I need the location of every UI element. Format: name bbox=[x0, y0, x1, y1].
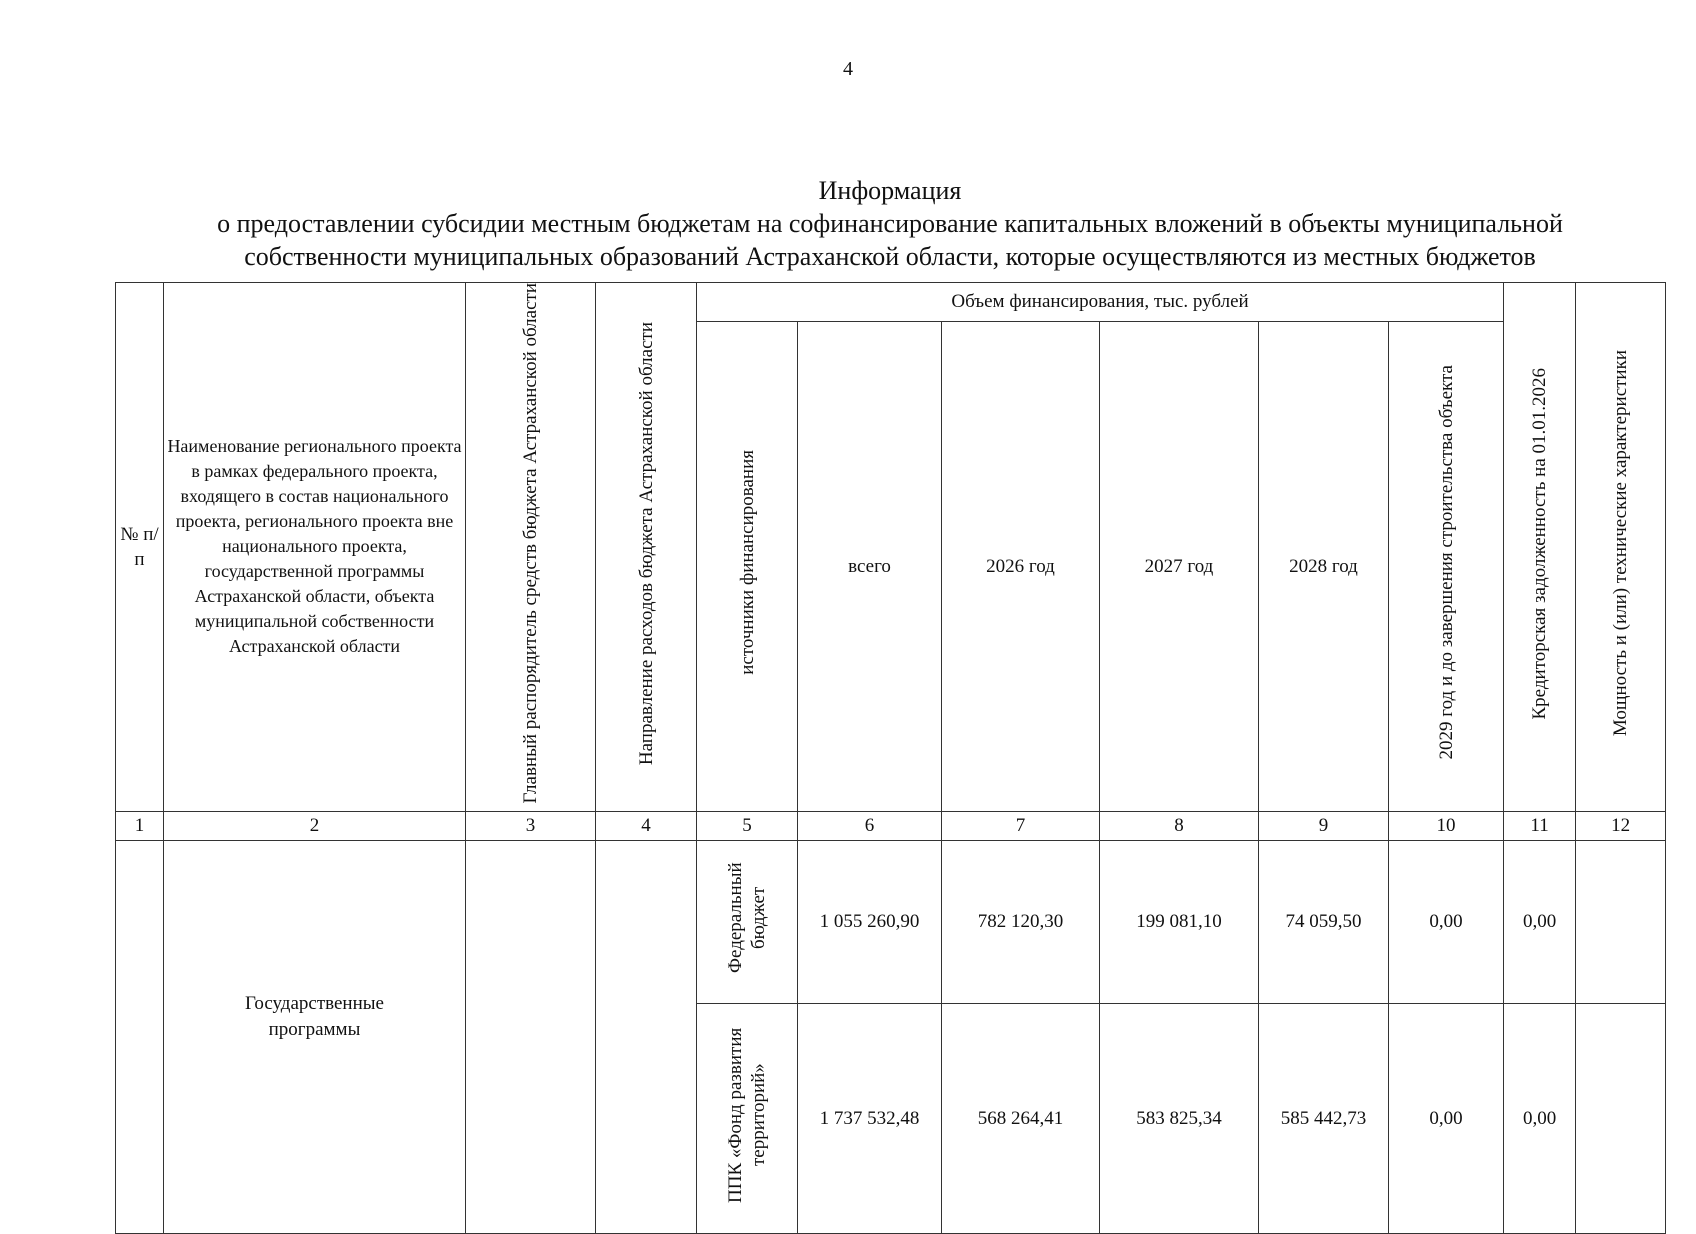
title-line-3: собственности муниципальных образований Астраханской области, которые осуществляются из местных бюджетов bbox=[244, 242, 1536, 271]
program-name: Государственные программы bbox=[245, 992, 384, 1040]
source-cell bbox=[697, 840, 798, 1003]
financing-table bbox=[115, 282, 1666, 1234]
header-debt bbox=[1504, 283, 1576, 812]
header-sources-label: источники финансирования bbox=[736, 450, 758, 676]
source-label: Федеральный бюджет bbox=[725, 862, 769, 974]
debt-cell: 0,00 bbox=[1504, 840, 1576, 1003]
column-number: 6 bbox=[798, 811, 942, 840]
header-2029-label: 2029 год и до завершения строительства объекта bbox=[1435, 365, 1457, 760]
y2028-cell: 74 059,50 bbox=[1259, 840, 1389, 1003]
header-debt-label: Кредиторская задолженность на 01.01.2026 bbox=[1529, 367, 1551, 719]
header-project-name: Наименование регионального проекта в рамках федерального проекта, входящего в состав национального проекта, регионального проекта вне национального проекта, государственной программы Астраханской области, объекта муниципальной собственности Астраханской области bbox=[164, 283, 466, 812]
header-total: всего bbox=[798, 321, 942, 811]
y2027-cell: 199 081,10 bbox=[1100, 840, 1259, 1003]
column-number: 4 bbox=[596, 811, 697, 840]
header-2027: 2027 год bbox=[1100, 321, 1259, 811]
column-number: 11 bbox=[1504, 811, 1576, 840]
debt-cell: 0,00 bbox=[1504, 1003, 1576, 1233]
header-2029 bbox=[1389, 321, 1504, 811]
column-number: 12 bbox=[1576, 811, 1666, 840]
header-financing-volume: Объем финансирования, тыс. рублей bbox=[697, 283, 1504, 322]
y2029-cell: 0,00 bbox=[1389, 840, 1504, 1003]
column-number: 10 bbox=[1389, 811, 1504, 840]
row-number-cell bbox=[116, 840, 164, 1233]
header-sources bbox=[697, 321, 798, 811]
header-expense-direction-label: Направление расходов бюджета Астраханской области bbox=[635, 321, 657, 765]
column-number: 2 bbox=[164, 811, 466, 840]
title-line-2: о предоставлении субсидии местным бюджетам на софинансирование капитальных вложений в объекты муниципальной bbox=[217, 209, 1563, 238]
header-capacity-label: Мощность и (или) технические характеристики bbox=[1610, 350, 1632, 737]
budget-manager-cell bbox=[466, 840, 596, 1233]
total-cell: 1 737 532,48 bbox=[798, 1003, 942, 1233]
document-title bbox=[115, 174, 1665, 273]
y2029-cell: 0,00 bbox=[1389, 1003, 1504, 1233]
column-number: 1 bbox=[116, 811, 164, 840]
column-number-row bbox=[116, 811, 1666, 840]
title-heading: Информация bbox=[818, 176, 962, 205]
header-2028: 2028 год bbox=[1259, 321, 1389, 811]
header-capacity bbox=[1576, 283, 1666, 812]
column-number: 9 bbox=[1259, 811, 1389, 840]
header-budget-manager bbox=[466, 283, 596, 812]
capacity-cell bbox=[1576, 1003, 1666, 1233]
program-name-cell bbox=[164, 840, 466, 1233]
header-budget-manager-label: Главный распорядитель средств бюджета Астраханской области bbox=[520, 283, 541, 804]
header-expense-direction bbox=[596, 283, 697, 812]
total-cell: 1 055 260,90 bbox=[798, 840, 942, 1003]
column-number: 8 bbox=[1100, 811, 1259, 840]
header-number: № п/п bbox=[116, 283, 164, 812]
column-number: 5 bbox=[697, 811, 798, 840]
y2026-cell: 782 120,30 bbox=[942, 840, 1100, 1003]
column-number: 3 bbox=[466, 811, 596, 840]
y2027-cell: 583 825,34 bbox=[1100, 1003, 1259, 1233]
column-number: 7 bbox=[942, 811, 1100, 840]
header-2026: 2026 год bbox=[942, 321, 1100, 811]
y2028-cell: 585 442,73 bbox=[1259, 1003, 1389, 1233]
capacity-cell bbox=[1576, 840, 1666, 1003]
table-row bbox=[116, 840, 1666, 1003]
source-label: ППК «Фонд развития территорий» bbox=[725, 1026, 769, 1203]
source-cell bbox=[697, 1003, 798, 1233]
y2026-cell: 568 264,41 bbox=[942, 1003, 1100, 1233]
expense-direction-cell bbox=[596, 840, 697, 1233]
page-number: 4 bbox=[843, 58, 853, 80]
